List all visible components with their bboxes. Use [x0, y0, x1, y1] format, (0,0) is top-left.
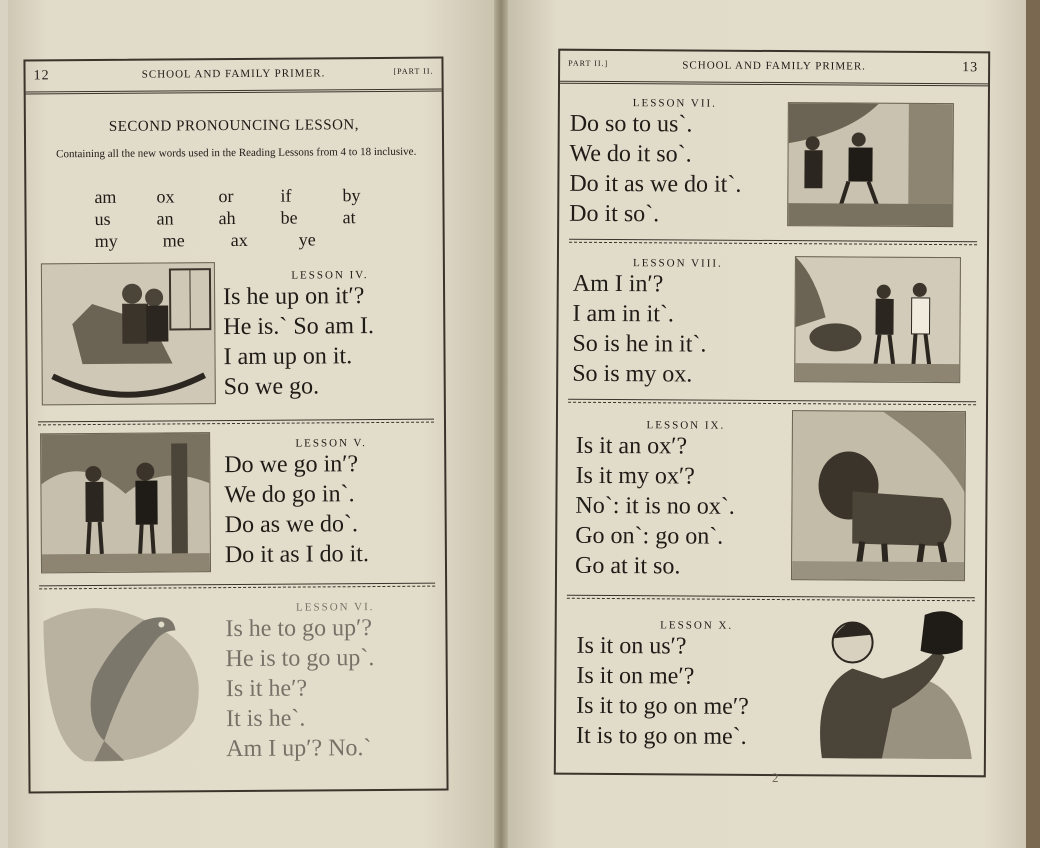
- word: ox: [156, 186, 175, 207]
- word: be: [280, 207, 298, 228]
- part-label: PART II.]: [568, 58, 609, 68]
- lion-engraving-icon: [792, 411, 965, 580]
- lesson-line: It is to go on me`.: [575, 722, 747, 750]
- lesson-title: LESSON VI.: [295, 601, 375, 614]
- lesson-viii: [572, 257, 783, 390]
- lesson-line: Is it on us′?: [576, 632, 687, 660]
- lesson-title: LESSON V.: [295, 437, 367, 450]
- left-page-frame: [23, 57, 448, 794]
- lesson-line: Go on`: go on`.: [575, 522, 724, 550]
- lesson-line: It is he`.: [225, 705, 306, 733]
- lesson-divider: [569, 239, 977, 248]
- lesson-line: He is to go up`.: [225, 645, 375, 673]
- book-cover-edge: [1026, 0, 1040, 848]
- lesson-line: Am I in′?: [572, 270, 664, 298]
- lesson-line: Is he to go up′?: [225, 615, 373, 643]
- lesson-line: Do as we do`.: [224, 511, 359, 539]
- eagle-illustration: [43, 600, 212, 767]
- lesson-line: So we go.: [223, 373, 320, 401]
- lesson-line: So is my ox.: [572, 360, 693, 388]
- lesson-line: We do it so`.: [569, 140, 692, 168]
- word: ax: [230, 229, 248, 251]
- lesson-line: Is it to go on me′?: [576, 692, 749, 720]
- word-row: [95, 229, 405, 253]
- boy-with-hat-engraving-icon: [812, 608, 973, 759]
- right-page-header: [560, 51, 988, 87]
- lesson-title: LESSON X.: [660, 619, 734, 632]
- word: an: [156, 208, 174, 229]
- left-page-header: [25, 59, 441, 95]
- part-label: [PART II.: [393, 66, 434, 76]
- page-number: 13: [962, 60, 979, 76]
- running-title: SCHOOL AND FAMILY PRIMER.: [141, 67, 326, 81]
- running-title: SCHOOL AND FAMILY PRIMER.: [682, 59, 866, 73]
- lesson-line: I am up on it.: [223, 343, 353, 371]
- two-boys-illustration: [40, 432, 211, 573]
- lesson-line: Do we go in′?: [224, 451, 359, 479]
- word: us: [94, 208, 111, 229]
- lesson-x: [576, 619, 817, 752]
- men-with-ox-illustration: [794, 256, 961, 383]
- lesson-line: Do it so`.: [569, 200, 660, 228]
- pencil-mark: 2: [772, 770, 779, 785]
- word-row: [94, 185, 404, 209]
- word: ye: [298, 229, 316, 250]
- lesson-title: LESSON VII.: [632, 97, 717, 110]
- lesson-line: Is he up on it′?: [223, 283, 365, 311]
- lesson-divider: [38, 419, 434, 429]
- word: if: [280, 185, 292, 206]
- word: my: [94, 230, 118, 251]
- section-title: SECOND PRONOUNCING LESSON,: [108, 117, 360, 135]
- lesson-title: LESSON IV.: [291, 269, 369, 282]
- word: ah: [218, 207, 236, 229]
- lesson-divider: [568, 399, 976, 408]
- lesson-vii: [569, 97, 780, 230]
- boy-with-hat-illustration: [812, 608, 973, 759]
- two-boys-engraving-icon: [41, 433, 210, 572]
- lesson-title: LESSON VIII.: [632, 257, 723, 270]
- boys-at-wall-illustration: [787, 102, 954, 227]
- book-gutter: [494, 0, 508, 848]
- lesson-line: Go at it so.: [574, 552, 681, 580]
- boys-at-wall-engraving-icon: [788, 103, 953, 226]
- lesson-vi: [225, 601, 446, 765]
- word: me: [162, 230, 185, 251]
- rocking-horse-engraving-icon: [42, 263, 215, 404]
- lesson-line: Is it he′?: [225, 675, 308, 703]
- lesson-line: We do go in`.: [224, 481, 355, 509]
- lesson-line: He is.` So am I.: [223, 313, 375, 341]
- lesson-line: Do it as I do it.: [224, 541, 369, 569]
- word: am: [94, 186, 117, 207]
- lesson-divider: [567, 595, 975, 604]
- section-subtitle: Containing all the new words used in the Reading Lessons from 4 to 18 inclusive.: [56, 145, 417, 161]
- word: at: [342, 207, 356, 228]
- eagle-engraving-icon: [43, 600, 212, 767]
- lesson-line: Do it as we do it`.: [569, 170, 742, 198]
- lesson-line: I am in it`.: [572, 300, 674, 328]
- lesson-divider: [39, 583, 435, 593]
- lesson-ix: [575, 419, 796, 582]
- lesson-v: [224, 437, 439, 570]
- men-with-ox-engraving-icon: [795, 257, 960, 382]
- lesson-line: Is it an ox′?: [575, 432, 688, 460]
- lesson-title: LESSON IX.: [646, 419, 726, 432]
- lesson-line: So is he in it`.: [572, 330, 707, 358]
- rocking-horse-illustration: [41, 262, 216, 405]
- page-number: 12: [33, 68, 50, 84]
- word-list: [94, 185, 404, 253]
- lesson-line: Do so to us`.: [569, 110, 693, 138]
- lesson-iv: [223, 269, 438, 402]
- lesson-line: No`: it is no ox`.: [575, 492, 735, 520]
- word-row: [94, 207, 404, 231]
- right-page-frame: [554, 49, 990, 778]
- lesson-line: Is it my ox′?: [575, 462, 695, 490]
- lesson-line: Is it on me′?: [576, 662, 695, 690]
- word: by: [342, 185, 361, 206]
- lesson-line: Am I up′? No.`: [226, 735, 372, 763]
- lion-illustration: [791, 410, 966, 581]
- word: or: [218, 186, 234, 207]
